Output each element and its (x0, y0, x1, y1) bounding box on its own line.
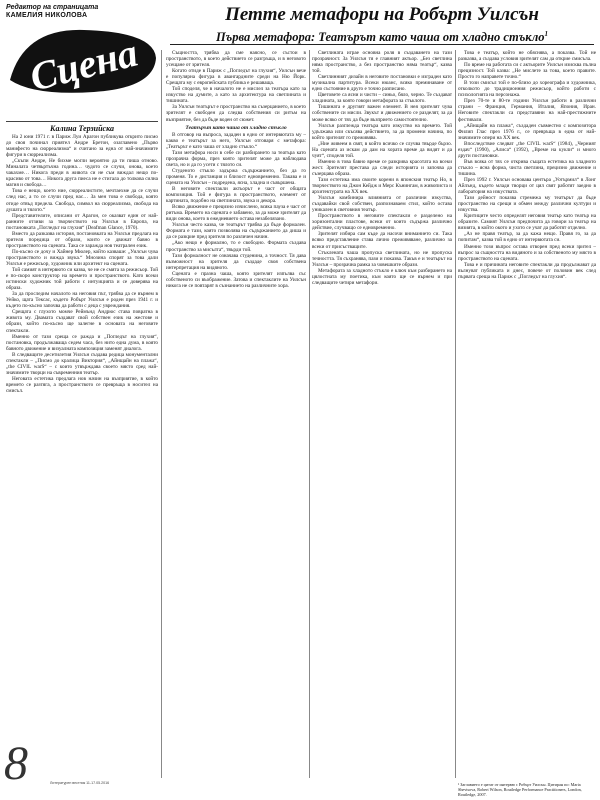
column-divider (161, 50, 162, 778)
article-byline: Калина Терзийска (50, 124, 114, 133)
paragraph: Впоследствие следват „the CIVIL warS“ (1984), „Черният ездач“ (1990), „Алиса“ (1992), „Време на кукли“ и много други постановки. (458, 140, 596, 159)
paragraph: Когато отиде в Париж с „Погледът на глухия“, Уилсън вече е популярна фигура в авангардните среди на Ню Йорк. Срещата му с европейската публика е решаваща. (166, 68, 306, 87)
paragraph: За Уилсън театърът е пространство на съзерцанието, в което зрителят е свободен да следва собствения си ритъм на възприятие, без да бъде воден от сюжет. (166, 104, 306, 123)
paragraph: Именно от тази среща се ражда и „Погледът на глухия“, постановка, продължаваща седем часа, без нито една дума, в която бавното движение и визуалната композиция заменят диалога. (6, 333, 158, 352)
paragraph: Светлинният дизайн в неговите постановки е изграден като музикална партитура. Всеки нюанс, всяко преминаване от едно състояние в друго е точно разписано. (312, 74, 452, 93)
paragraph: За да проследим началото на неговия път, трябва да се върнем в Уейко, щата Тексас, където Робърт Уилсън е роден през 1941 г. и където по-късно започва да работи с деца с увреждания. (6, 291, 158, 310)
paragraph: Срещата с глухото момче Реймънд Андрюс става повратна в живота му. Двамата създават свой собствен език на жестове и образи, който по-късно ще залегне в основата на неговите спектакли. (6, 309, 158, 334)
paragraph: По-късно се дочу и Хайнер Мюлер, който казваше: „Уилсън чува пространството и вижда звука.“ Мнозина спорят за това дали Уилсън е режисьор, художник или архитект на сцената. (6, 248, 158, 267)
paragraph: На 2 юни 1971 г. в Париж Луи Арагон публикува открито писмо до своя починал приятел Андре Бретон, озаглавено „Първо манифесто на сюрреализма“ и считано за една от най-значимите фигури в сюрреализма. (6, 134, 158, 159)
footer-small-print: Литературен вестник 11-17.05.2016 (50, 781, 110, 785)
paragraph: Той самият в интервюто си казва, че не се смята за режисьор. Той е по-скоро конструктор на времето и пространството. Като всеки истински художник той работи с интуицията и се доверява на образа. (6, 267, 158, 292)
paragraph: Уилсън разглежда театъра като изкуство на времето. Той удължава или скъсява действието, за да промени начина, по който зрителят го преживява. (312, 122, 452, 141)
paragraph: Тази естетика има своите корени в японския театър Но, в творчеството на Джон Кейдж и Мерс Кънингам, в живописта и архитектурата на ХХ век. (312, 176, 452, 196)
paragraph: Светлината играе основна роля в създаването на тази прозрачност. За Уилсън тя е главният актьор. „Без светлина няма пространство, а без пространство няма театър“, казва той. (312, 50, 452, 75)
editor-name: КАМЕЛИЯ НИКОЛОВА (6, 12, 88, 19)
paragraph: „Аз не правя театър, за да кажа нещо. Правя го, за да попитам“, казва той в едно от интервютата си. (458, 231, 596, 244)
paragraph: Това е нещо, което ние, сюрреалистите, мечтаехме да се случи след нас, а то се случи пред нас… За мен това е свобода, която отиде отвъд предела. Свобода, символ на сюрреализма, свобода на душата и тялото.“ (6, 188, 158, 213)
page-number: 8 (4, 737, 28, 790)
paragraph: Тази метафора носи в себе си разбирането за театъра като прозрачна форма, през която зрителят може да наблюдава света, но и да го усети с тялото си. (166, 149, 306, 168)
paragraph: Именно в това бавно време се разкрива красотата на всеки жест. Зрителят престава да следи историята и започва да съзерцава образа. (312, 158, 452, 177)
section-logo (4, 22, 162, 100)
paragraph: Уилсън често казва, че театърът трябва да бъде формален. Формата е тази, която позволява на съдържанието да диша и да се разкрие пред зрителя по различен начин. (166, 222, 306, 241)
title-rule (170, 44, 594, 45)
paragraph: Вместо да разказва история, постановката на Уилсън предлага на зрителя поредица от образи, които се движат бавно в пространството на сцената. Така се заражда нов театрален език. (6, 230, 158, 249)
paragraph: Тишината е другият важен елемент. В нея зрителят чува собствените си мисли. Звукът и движението се разделят, за да може всяко от тях да бъде възприето самостоятелно. (312, 104, 452, 123)
paragraph: Всяко движение е прецизно изчислено, всяка пауза е част от ритъма. Времето на сцената е забавено, за да може зрителят да види онова, което в ежедневието остава незабелязано. (166, 204, 306, 223)
paragraph: Тази дейност показва стремежа му театърът да бъде пространство на срещи и обмен между различни култури и изкуства. (458, 195, 596, 214)
paragraph: Той споделя, че в началото не е мислел за театъра като за изкуство на думите, а като за архитектура на светлината и тишината. (166, 86, 306, 105)
paragraph: В следващите десетилетия Уилсън създава редица монументални спектакли – „Писмо до кралица Виктория“, „Айнщайн на плажа“, „the CIVIL warS“ – с които утвърждава своето място сред най-значимите творци на съвременния театър. (6, 351, 158, 376)
paragraph: По време на работата си с актьорите Уилсън изисква пълна прецизност. Той казва: „Не мислете за това, което правите. Просто го направете точно.“ (458, 62, 596, 81)
byline-rule (6, 121, 158, 122)
paragraph: Именно този въпрос остава отворен пред всеки зрител – въпрос за същността на видяното и за собственото му място в пространството на сцената. (458, 243, 596, 262)
article-subtitle: Първа метафора: Театърът като чаша от хладно стъкло$^1$ (215, 30, 549, 45)
page-editor-credit (6, 4, 156, 20)
paragraph: Това е театър, който не обяснява, а показва. Той не разказва, а създава условия зрителят сам да открие смисъла. (458, 50, 596, 63)
paragraph: В отговор на въпроса, зададен в едно от интервютата му – какво е театърът за него, Уилсън отговаря с метафора: „Театърът е като чаша от хладно стъкло.“ (166, 131, 306, 150)
paragraph: През 1992 г. Уилсън основава центъра „Уотърмил“ в Лонг Айлънд, където млади творци от цял свят работят заедно в лаборатория на изкуствата. (458, 176, 596, 196)
footnote-marker: 1 (544, 30, 549, 38)
paragraph: „Айнщайн на плажа“, създаден съвместно с композитора Филип Глас през 1976 г., се превръща в една от най-значимите опери на ХХ век. (458, 122, 596, 141)
paragraph: Същността, трябва да сме наясно, се състои в пространството, в което действието се разгръща, и в неговото усещане от зрителя. (166, 50, 306, 69)
paragraph: Пространството в неговите спектакли е разделено на хоризонтални пластове, всеки от които съдържа различно действие, случващо се едновременно. (312, 213, 452, 232)
column-divider (309, 50, 310, 778)
column-divider (455, 50, 456, 778)
paragraph: Сцената е празна чаша, която зрителят изпълва със собственото си въображение. Затова и спектаклите на Уилсън никога не се повтарят в съзнанието на различните хора. (166, 270, 306, 289)
svg-text:Сцена: Сцена (25, 29, 142, 100)
paragraph: „Ние живеем в свят, в който всичко се случва твърде бързо. На сцената аз искам да дам на хората време да видят и да чуят“, споделя той. (312, 140, 452, 159)
text-column-3 (312, 50, 452, 780)
paragraph: Критиците често определят неговия театър като театър на образите. Самият Уилсън предпочита да говори за театър на визията, в който окото и ухото се учат да работят отделно. (458, 213, 596, 232)
paragraph: Неговата естетика предлага нов начин на възприятие, в който времето се разтяга, а пространството се превръща в носител на смисъл. (6, 375, 158, 394)
paragraph: „Ако нещо е формално, то е свободно. Формата създава пространство за мисълта“, твърди той. (166, 240, 306, 253)
paragraph: Представителите, описани от Арагон, се оказват един от най-ранните отзиви за творчеството на Уилсън в Европа, на постановката „Погледът на глухия“ (Deafman Glance, 1970). (6, 212, 158, 231)
paragraph: Във всяка от тях се открива същата естетика на хладното стъкло – ясна форма, чиста светлина, прецизно движение и тишина. (458, 158, 596, 177)
article-footnote: ¹ Заглавието е цитат от интервю с Робърт Уилсън. Цитиран по: Maria Shevtsova, Robert Wilson, Routledge Performance Practitioners, London, Routledge, 2007. (458, 782, 582, 797)
article-title: Петте метафори на Робърт Уилсън (225, 4, 539, 25)
section-heading: Театърът като чаша от хладно стъкло (185, 124, 287, 131)
text-column-4 (458, 50, 596, 780)
paragraph: Зрителят избира сам къде да насочи вниманието си. Така всяко представление става лично преживяване, различно за всеки от присъстващите. (312, 231, 452, 250)
paragraph: Това е и причината неговите спектакли да продължават да вълнуват публиката и днес, повече от половин век след първата среща на Париж с „Погледът на глухия“. (458, 261, 596, 280)
text-column-1 (6, 134, 158, 752)
paragraph: През 70-те и 80-те години Уилсън работи в различни страни – Франция, Германия, Италия, Япония, Иран. Неговите спектакли са представяни на най-престижните фестивали. (458, 98, 596, 123)
paragraph: В този смисъл той е по-близо до хореографа и художника, отколкото до традиционния режисьор, който работи с психологията на персонажа. (458, 80, 596, 99)
paragraph: В неговите спектакли актьорът е част от общата композиция. Той е фигура в пространството, елемент от картината, подобно на светлината, звука и декора. (166, 186, 306, 205)
paragraph: Цветовете са ясни и чисти – синьо, бяло, черно. Те създават хладината, за която говори метафората за стъклото. (312, 92, 452, 105)
paragraph: Метафората за хладното стъкло е ключ към разбирането на цялостната му поетика, към която ще се върнем и при следващите четири метафори. (312, 267, 452, 286)
paragraph: Студеното стъкло задържа съдържанието, без да го променя. То е дистанция и близост едновременно. Такава е и сцената на Уилсън – подредена, ясна, хладна и съвършена. (166, 167, 306, 186)
editor-label: Редактор на страницата (6, 4, 99, 11)
paragraph: Уилсън комбинира влиянията от различни изкуства, създавайки свой собствен, разпознаваем стил, който остава уникален в световния театър. (312, 195, 452, 214)
section-logo-graphic (4, 22, 162, 100)
paragraph: Стъклената чаша пропуска светлината, но не пропуска течността. Тя съхранява, пази и показва. Такъв е и театърът на Уилсън – прозрачна рамка за човешките образи. (312, 249, 452, 268)
paragraph: „Скъпи Андре, Не бихме могли вероятно да ти пиша отново. Миналата четвъртъчна година… чудото се случи, онова, което чакахме… Никога преди в живота си не съм виждал нещо по-красиво от това… Никога друга пиеса не е стигала до толкова силна магия и свобода… (6, 158, 158, 189)
paragraph: Тази формалност не означава студенина, а точност. Тя дава възможност на зрителя да създаде своя собствена интерпретация на видяното. (166, 252, 306, 271)
text-column-2 (166, 50, 306, 780)
